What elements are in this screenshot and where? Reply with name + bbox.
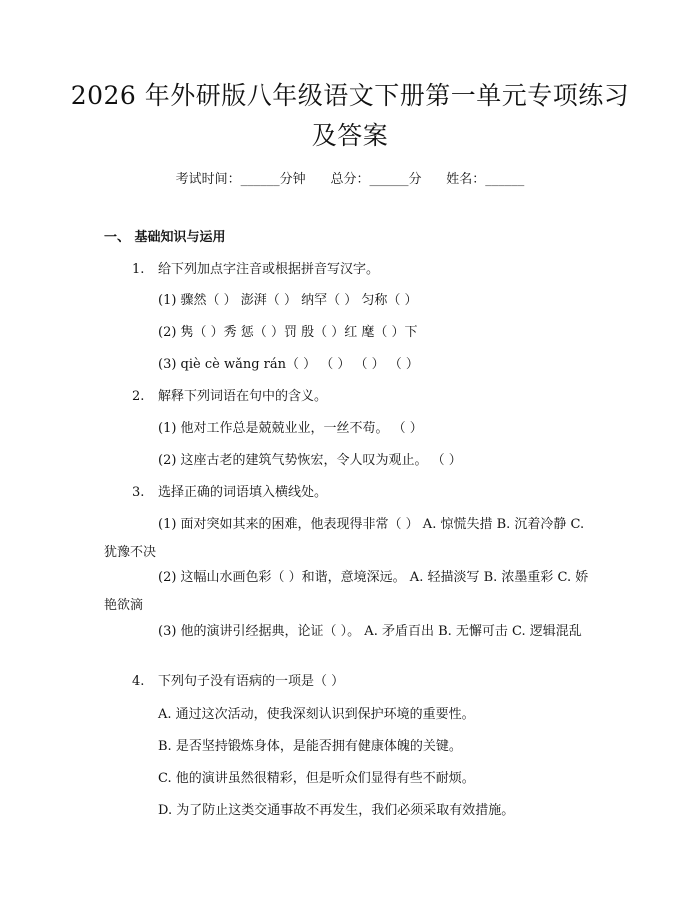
q2-item-1: (1) 他对工作总是兢兢业业，一丝不苟。 （ ）	[158, 421, 423, 436]
question-text-3: 选择正确的词语填入横线处。	[158, 485, 328, 500]
section-heading	[104, 228, 226, 248]
question-number-2: 2.	[132, 389, 145, 404]
student-name: 姓名：______	[446, 172, 525, 187]
exam-score: 总分：______分	[330, 172, 422, 187]
question-number-4: 4.	[132, 674, 145, 689]
exam-time: 考试时间：______分钟	[175, 172, 306, 187]
q4-option-a: A. 通过这次活动，使我深刻认识到保护环境的重要性。	[158, 707, 475, 722]
q3-item-1: (1) 面对突如其来的困难，他表现得非常（ ） A. 惊慌失措 B. 沉着冷静 C. 犹豫不决	[104, 517, 585, 560]
q2-item-2: (2) 这座古老的建筑气势恢宏，令人叹为观止。 （ ）	[158, 453, 462, 468]
q1-item-2: (2) 隽（ ）秀 惩（ ）罚 殷（ ）红 麾（ ）下	[158, 325, 418, 340]
q1-item-3: (3) qiè cè wǎng rán（ ） （ ） （ ） （ ）	[158, 357, 419, 372]
question-text-4: 下列句子没有语病的一项是（ ）	[158, 674, 345, 689]
question-number-3: 3.	[132, 485, 145, 500]
document-title: 2026 年外研版八年级语文下册第一单元专项练习及答案	[70, 81, 630, 150]
q3-item-2: (2) 这幅山水画色彩（ ）和谐，意境深远。 A. 轻描淡写 B. 浓墨重彩 C. 娇艳欲滴	[104, 570, 589, 613]
question-text-2: 解释下列词语在句中的含义。	[158, 389, 328, 404]
question-text-1: 给下列加点字注音或根据拼音写汉字。	[158, 262, 380, 277]
q1-item-1: (1) 骤然（ ） 澎湃（ ） 纳罕（ ） 匀称（ ）	[158, 293, 418, 308]
section-title: 基础知识与运用	[134, 230, 226, 245]
section-number: 一、	[104, 230, 131, 245]
exam-info	[0, 168, 700, 187]
question-number-1: 1.	[132, 262, 145, 277]
q3-item-3: (3) 他的演讲引经据典，论证（ ）。 A. 矛盾百出 B. 无懈可击 C. 逻辑混乱	[158, 624, 582, 639]
q4-option-d: D. 为了防止这类交通事故不再发生，我们必须采取有效措施。	[158, 803, 515, 818]
q4-option-b: B. 是否坚持锻炼身体，是能否拥有健康体魄的关键。	[158, 739, 462, 754]
q4-option-c: C. 他的演讲虽然很精彩，但是听众们显得有些不耐烦。	[158, 771, 475, 786]
